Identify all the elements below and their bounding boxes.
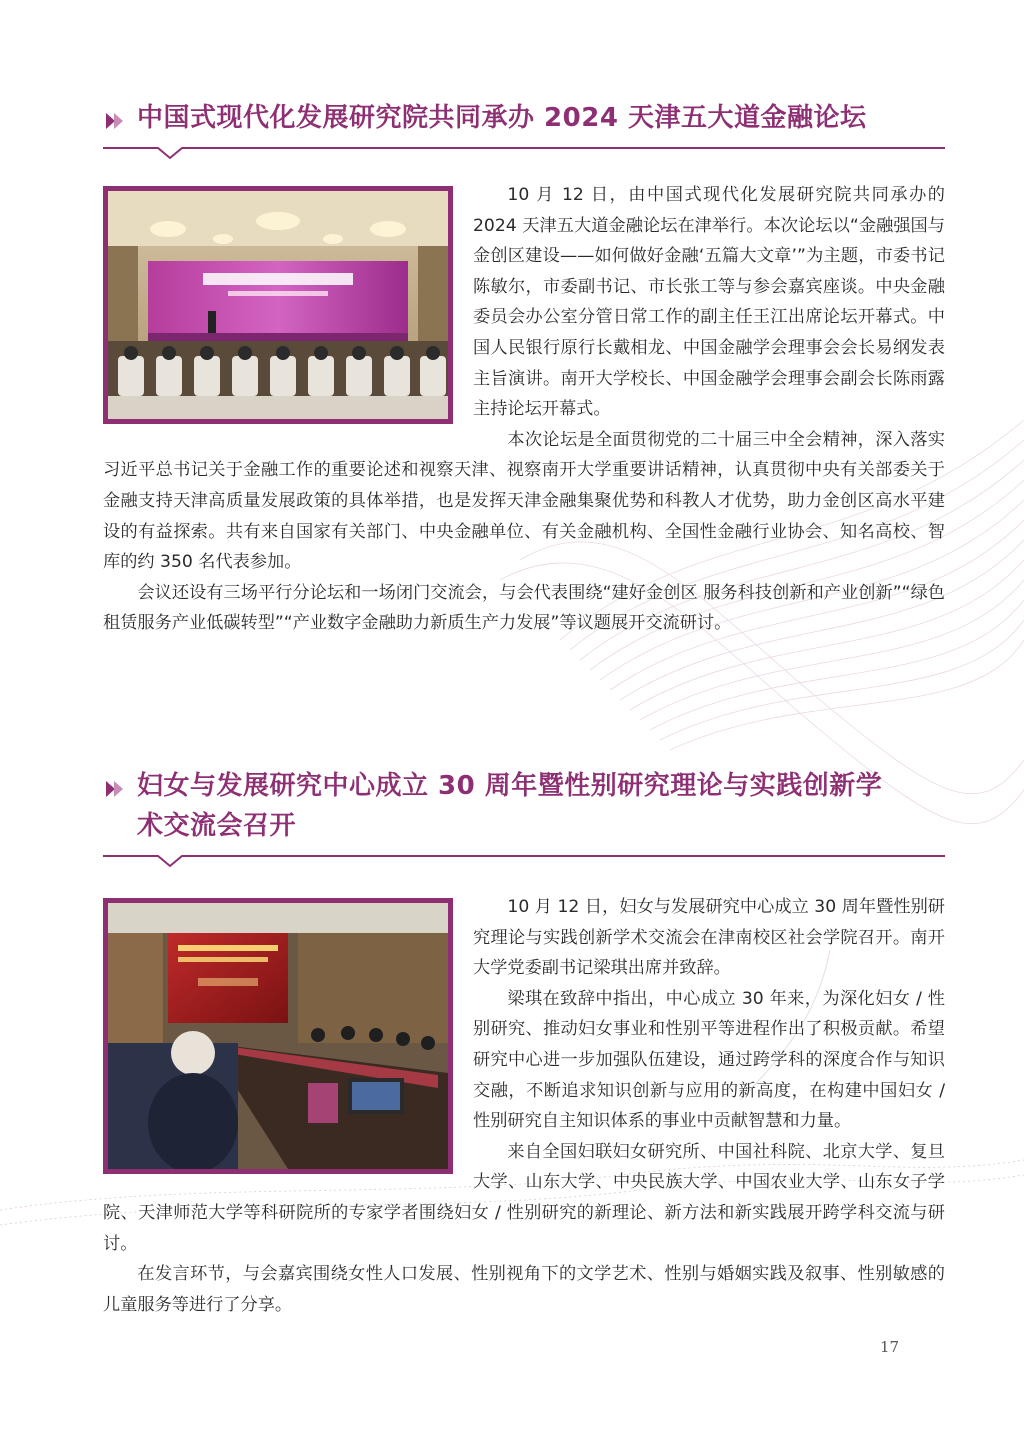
section2-paragraph: 来自全国妇联妇女研究所、中国社科院、北京大学、复旦大学、山东大学、中央民族大学、中国农业大学、山东女子学院、天津师范大学等科研院所的专家学者围绕妇女 / 性别研究的新理论、新方法和新实践展开跨学科交流与研讨。	[103, 1141, 945, 1254]
section2-paragraph: 梁琪在致辞中指出，中心成立 30 年来，为深化妇女 / 性别研究、推动妇女事业和性别平等进程作出了积极贡献。希望研究中心进一步加强队伍建设，通过跨学科的深度合作与知识交融，不断追求知识创新与应用的新高度，在构建中国妇女 / 性别研究自主知识体系的事业中贡献智慧和力量。	[473, 988, 945, 1132]
section1-title: 中国式现代化发展研究院共同承办 2024 天津五大道金融论坛	[137, 103, 867, 133]
page-number: 17	[880, 1338, 900, 1356]
section-divider	[103, 846, 945, 866]
section-marker-icon	[103, 108, 129, 134]
section1-header	[103, 98, 945, 158]
section2-paragraph: 10 月 12 日，妇女与发展研究中心成立 30 周年暨性别研究理论与实践创新学术交流会在津南校区社会学院召开。南开大学党委副书记梁琪出席并致辞。	[473, 897, 945, 979]
section2-title-line2: 术交流会召开	[137, 811, 297, 841]
section1-article	[103, 180, 945, 639]
section2-paragraph: 在发言环节，与会嘉宾围绕女性人口发展、性别视角下的文学艺术、性别与婚姻实践及叙事、性别敏感的儿童服务等进行了分享。	[103, 1264, 945, 1315]
section-divider	[103, 138, 945, 158]
section2-article	[103, 892, 945, 1320]
section1-paragraph: 10 月 12 日，由中国式现代化发展研究院共同承办的 2024 天津五大道金融论坛在津举行。本次论坛以“金融强国与金创区建设——如何做好金融‘五篇大文章’”为主题，市委书记陈敏尔，市委副书记、市长张工等与参会嘉宾座谈。中央金融委员会办公室分管日常工作的副主任王江出席论坛开幕式。中国人民银行原行长戴相龙、中国金融学会理事会会长易纲发表主旨演讲。南开大学校长、中国金融学会理事会副会长陈雨露主持论坛开幕式。	[473, 185, 945, 420]
section2-title-line1: 妇女与发展研究中心成立 30 周年暨性别研究理论与实践创新学	[137, 771, 883, 801]
meeting-room-photo	[103, 898, 453, 1174]
section2-header	[103, 766, 945, 866]
forum-stage-photo	[103, 186, 453, 424]
section1-paragraph: 本次论坛是全面贯彻党的二十届三中全会精神，深入落实习近平总书记关于金融工作的重要论述和视察天津、视察南开大学重要讲话精神，认真贯彻中央有关部委关于金融支持天津高质量发展政策的具体举措，也是发挥天津金融集聚优势和科教人才优势，助力金创区高水平建设的有益探索。共有来自国家有关部门、中央金融单位、有关金融机构、全国性金融行业协会、知名高校、智库的约 350 名代表参加。	[103, 429, 945, 573]
section-marker-icon	[103, 776, 129, 802]
section1-paragraph: 会议还设有三场平行分论坛和一场闭门交流会，与会代表围绕“建好金创区 服务科技创新和产业创新”“绿色租赁服务产业低碳转型”“产业数字金融助力新质生产力发展”等议题展开交流研讨。	[103, 582, 945, 634]
